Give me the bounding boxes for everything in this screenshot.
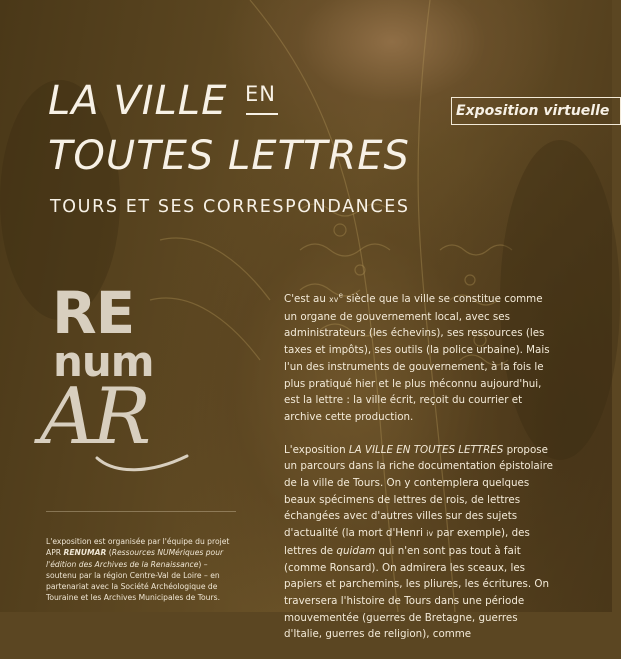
text-run: propose un parcours dans la riche documentation épistolaire de la ville de Tours. On y contemplera quelques beaux spécimens de lettres de rois, de lettres échangées avec d'autres villes sur des sujets d'actualité (la mort d'Henri bbox=[284, 443, 553, 540]
text-run: C'est au bbox=[284, 293, 330, 305]
text-run: par exemple), des lettres de bbox=[284, 527, 530, 557]
logo-swash-icon bbox=[95, 452, 190, 476]
quidam-word: quidam bbox=[336, 544, 376, 557]
credits-part: L'exposition est organisée par l'équipe du projet APR bbox=[46, 537, 230, 558]
credits-part: ( bbox=[106, 548, 112, 558]
renumar-logo-ar: AR bbox=[40, 372, 148, 462]
exhibition-title-inline: LA VILLE EN TOUTES LETTRES bbox=[348, 443, 504, 456]
intro-paragraph-1 bbox=[284, 291, 556, 426]
title-line-1: LA VILLE bbox=[48, 78, 228, 124]
century-superscript: e bbox=[338, 291, 343, 300]
title-connector-underline bbox=[246, 113, 278, 115]
credits-text bbox=[46, 536, 231, 604]
intro-paragraph-2 bbox=[284, 442, 556, 643]
credits-project-name: RENUMAR bbox=[63, 548, 107, 558]
text-run: L'exposition bbox=[284, 443, 349, 456]
century-numeral: xv bbox=[329, 295, 339, 304]
title-line-2: TOUTES LETTRES bbox=[48, 133, 410, 179]
renumar-logo-re: RE bbox=[52, 279, 135, 347]
intro-text bbox=[284, 291, 556, 659]
subtitle: TOURS ET SES CORRESPONDANCES bbox=[50, 197, 410, 217]
virtual-exhibition-badge[interactable]: Exposition virtuelle bbox=[451, 97, 621, 125]
regnal-numeral: iv bbox=[426, 529, 434, 539]
text-run: qui n'en sont pas tout à fait (comme Ronsard). On admirera les sceaux, les papiers et parchemins, les pliures, les écritures. On traversera l'histoire de Tours dans une période mouvementée (guerres de Bretagne, guerres d'Italie, guerres de religion), comme bbox=[284, 544, 550, 641]
credits-divider bbox=[46, 511, 236, 512]
renumar-logo-num: num bbox=[53, 337, 154, 386]
title-connector: EN bbox=[245, 82, 276, 106]
credits-project-expansion: Ressources NUMériques pour l'édition des Archives de la Renaissance bbox=[46, 548, 224, 569]
text-run: siècle que la ville se constitue comme un organe de gouvernement local, avec ses administrateurs (les échevins), ses ressources (les taxes et impôts), ses outils (la police urbaine). Mais l'un des instruments de gouvernement, à la fois le plus pratiqué hier et le plus méconnu aujourd'hui, est la lettre : la ville écrit, reçoit du courrier et archive cette production. bbox=[284, 293, 550, 423]
credits-part: ) – soutenu par la région Centre-Val de Loire – en partenariat avec la Société Archéologique de Touraine et les Archives Municipales de Tours. bbox=[46, 559, 220, 603]
